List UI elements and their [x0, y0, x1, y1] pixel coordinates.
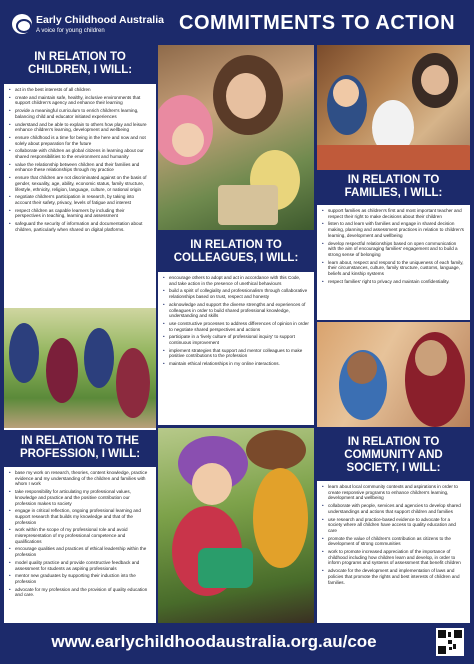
footer-bar — [4, 626, 470, 660]
colleagues-commitment-item: • use constructive processes to address differences of opinion in order to negotiate shared perspectives and actions — [163, 321, 309, 332]
community-panel — [317, 430, 470, 623]
watering-can — [198, 548, 253, 588]
child-d-figure — [116, 348, 150, 418]
families-panel — [317, 170, 470, 320]
children-list — [4, 84, 156, 236]
profession-heading: IN RELATION TO THE PROFESSION, I WILL: — [4, 430, 156, 467]
colleagues-commitment-item: • encourage others to adopt and act in accordance with this Code, and take action in the presence of unethical behaviours — [163, 275, 309, 286]
profession-list — [4, 467, 156, 602]
colleagues-heading: IN RELATION TO COLLEAGUES, I WILL: — [158, 233, 314, 272]
qr-code-icon[interactable] — [436, 628, 464, 656]
educator-reading-with-boy-photo — [317, 322, 470, 427]
families-commitment-item: • learn about, respect and respond to the uniqueness of each family, their circumstances, culture, family structure, customs, language, beliefs and kinship systems — [322, 260, 465, 277]
child-c-figure — [84, 328, 114, 388]
families-commitment-item: • support families as children's first and most important teacher and respect their right to make decisions about their children — [322, 208, 465, 219]
community-commitment-item: • collaborate with people, services and agencies to develop shared understandings and actions that support children and families — [322, 503, 465, 514]
qr-finder-top-right — [454, 630, 462, 638]
children-commitment-item: • understand and be able to explain to others how play and leisure enhance children's learning, development and wellbeing — [9, 122, 151, 133]
child-watering-garden-photo — [158, 428, 314, 623]
children-commitment-item: • negotiate children's participation in research, by taking into account their safety, privacy, levels of fatigue and interest — [9, 194, 151, 205]
families-list — [317, 205, 470, 288]
children-commitment-item: • ensure that children are not discriminated against on the basis of gender, sexuality, age, ability, economic status, family structure, lifestyle, ethnicity, religion, language, culture, or national origin — [9, 175, 151, 192]
adult-body-figure — [253, 468, 308, 568]
child-face — [192, 463, 232, 505]
children-outdoors-photo — [4, 308, 156, 428]
colleagues-commitment-item: • acknowledge and support the diverse strengths and experiences of colleagues in order to build shared professional knowledge, understanding and skills — [163, 302, 309, 319]
qr-module-1 — [448, 640, 452, 644]
community-commitment-item: • work to promote increased appreciation of the importance of childhood including how children learn and develop, in order to inform programs and systems of assessment that benefit children — [322, 549, 465, 566]
colleagues-commitment-item: • build a spirit of collegiality and professionalism through collaborative relationships based on trust, respect and honesty — [163, 288, 309, 299]
children-heading: IN RELATION TO CHILDREN, I WILL: — [4, 45, 156, 84]
profession-commitment-item: • work within the scope of my professional role and avoid misrepresentation of my professional competence and qualifications — [9, 527, 151, 544]
header-bar — [4, 6, 470, 42]
profession-commitment-item: • mentor new graduates by supporting their induction into the profession — [9, 573, 151, 584]
colleagues-commitment-item: • participate in a 'lively culture of professional inquiry' to support continuous improvement — [163, 334, 309, 345]
children-commitment-item: • act in the best interests of all children — [9, 87, 151, 93]
child-left-face — [172, 123, 204, 157]
org-tagline: A voice for young children — [36, 28, 105, 34]
community-commitment-item: • use research and practice-based evidence to advocate for a society where all children have access to quality education and care — [322, 517, 465, 534]
qr-finder-bottom-left — [438, 646, 446, 654]
community-commitment-item: • learn about local community contexts and aspirations in order to create responsive programs to enhance children's learning, development and wellbeing — [322, 484, 465, 501]
table-surface — [317, 145, 470, 170]
qr-module-2 — [453, 644, 456, 649]
boy-face — [347, 352, 377, 384]
profession-commitment-item: • base my work on research, theories, content knowledge, practice evidence and my understanding of the children and families with whom I work — [9, 470, 151, 487]
qr-module-4 — [448, 632, 451, 637]
adult-hat-figure — [246, 430, 306, 470]
families-commitment-item: • listen to and learn with families and engage in shared decision making, planning and assessment practices in relation to children's learning, development and wellbeing — [322, 221, 465, 238]
qr-module-3 — [449, 647, 452, 650]
families-commitment-item: • develop respectful relationships based on open communication with the aim of encouraging families' engagement and to build a strong sense of belonging — [322, 241, 465, 258]
adult-face — [421, 65, 449, 95]
org-name: Early Childhood Australia — [36, 14, 164, 26]
profession-commitment-item: • advocate for my profession and the provision of quality education and care. — [9, 587, 151, 598]
educator-2-face — [415, 340, 447, 376]
educator-with-children-photo — [158, 45, 314, 230]
colleagues-commitment-item: • implement strategies that support and mentor colleagues to make positive contributions to the profession — [163, 348, 309, 359]
children-commitment-item: • respect children as capable learners by including their perspectives in teaching, learning and assessment — [9, 208, 151, 219]
profession-commitment-item: • model quality practice and provide constructive feedback and assessment for students as aspiring professionals — [9, 560, 151, 571]
educator-face — [226, 73, 266, 119]
community-commitment-item: • promote the value of children's contribution as citizens to the development of strong communities — [322, 536, 465, 547]
colleagues-commitment-item: • maintain ethical relationships in my online interactions. — [163, 361, 309, 367]
children-commitment-item: • create and maintain safe, healthy, inclusive environments that support children's agency and enhance their learning — [9, 95, 151, 106]
profession-commitment-item: • encourage qualities and practices of ethical leadership within the profession — [9, 546, 151, 557]
child-b-figure — [46, 338, 78, 403]
community-commitment-item: • advocate for the development and implementation of laws and policies that promote the rights and best interests of children and families. — [322, 568, 465, 585]
child-1-face — [333, 79, 359, 107]
eca-logo — [4, 6, 164, 42]
profession-commitment-item: • take responsibility for articulating my professional values, knowledge and practice and the positive contribution our profession makes to society — [9, 489, 151, 506]
eca-logo-mark-icon — [12, 14, 32, 34]
profession-panel — [4, 430, 156, 623]
child-a-figure — [9, 323, 39, 383]
community-heading: IN RELATION TO COMMUNITY AND SOCIETY, I WILL: — [317, 430, 470, 481]
families-heading: IN RELATION TO FAMILIES, I WILL: — [317, 170, 470, 205]
qr-finder-top-left — [438, 630, 446, 638]
colleagues-panel — [158, 233, 314, 425]
children-commitment-item: • value the relationship between children and their families and enhance these relationships through my practice — [9, 162, 151, 173]
children-commitment-item: • safeguard the security of information and documentation about children, particularly when shared on digital platforms. — [9, 221, 151, 232]
children-commitment-item: • ensure childhood is a time for being in the here and now and not solely about preparation for the future — [9, 135, 151, 146]
children-commitment-item: • provide a meaningful curriculum to enrich children's learning, balancing child and educator initiated experiences — [9, 108, 151, 119]
community-list — [317, 481, 470, 589]
children-commitment-item: • collaborate with children as global citizens in learning about our shared responsibilities to the environment and humanity — [9, 148, 151, 159]
website-link[interactable]: www.earlychildhoodaustralia.org.au/coe — [51, 632, 377, 651]
book — [218, 185, 278, 225]
families-commitment-item: • respect families' right to privacy and maintain confidentiality. — [322, 279, 465, 285]
profession-commitment-item: • engage in critical reflection, ongoing professional learning and support research that builds my knowledge and that of the profession — [9, 508, 151, 525]
page-title: COMMITMENTS TO ACTION — [179, 12, 456, 34]
children-at-table-photo — [317, 45, 470, 170]
colleagues-list — [158, 272, 314, 371]
